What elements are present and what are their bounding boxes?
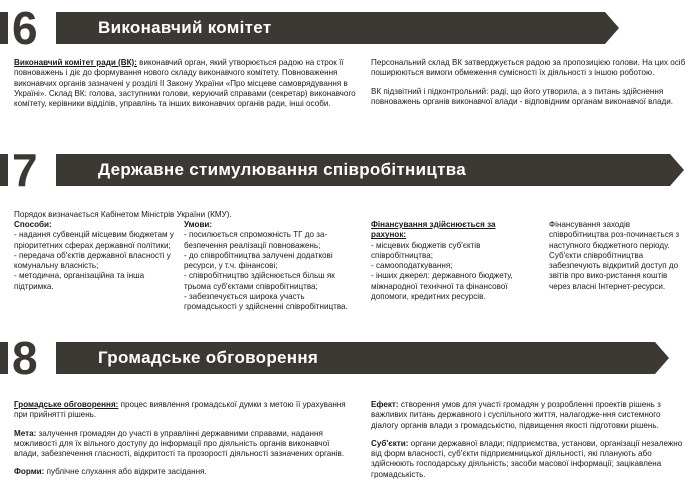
section-8-forms-text: публічне слухання або відкрите засідання. [44, 467, 207, 477]
section-8-left-column [14, 400, 354, 478]
section-8-goal-text: залучення громадян до участі в управлінні державними справами, надання можливості для їх вільного доступу до інформації про діяльність органів виконавчої влади, забезпечення гласності, відкритості та прозорості діяльності зазначених органів. [14, 428, 345, 459]
section-8-number: 8 [12, 332, 38, 384]
section-8-subjects-text: органи державної влади; підприємства, установи, організації незалежно від форм власності, суб'єкти підприємницької діяльності, які планують або здійснюють господарську діяльність; засоби масової інформації; зацікавлена громадськість. [371, 438, 683, 479]
section-8-forms-term: Форми: [14, 467, 45, 477]
section-7-methods-column [14, 220, 174, 292]
section-8-title: Громадське обговорення [98, 348, 319, 367]
list-item: - надання субвенцій місцевим бюджетам у пріоритетних сферах державної політики; [14, 230, 174, 250]
list-item: - місцевих бюджетів суб'єктів співробітництва; [371, 240, 481, 260]
section-7-conditions-column [184, 220, 352, 313]
section-7-number: 7 [12, 144, 38, 196]
list-item: - самооподаткування; [371, 261, 453, 271]
section-6-accountability: ВК підзвітний і підконтрольний: раді, що його утворила, а з питань здійснення повноважень органів виконавчої влади - відповідним органам виконавчої влади. [371, 86, 673, 106]
section-7-intro: Порядок визначається Кабінетом Міністрів України (КМУ). [14, 210, 232, 219]
list-item: - співробітництво здійснюється більш як трьома суб'єктами співробітництва; [184, 271, 335, 291]
list-item: - інших джерел: державного бюджету, міжнародної технічної та фінансової допомоги, кредитних ресурсів. [371, 271, 513, 302]
section-7-conditions-heading: Умови: [184, 220, 213, 229]
list-item: - забезпечується широка участь громадськості у здійсненні співробітництва. [184, 292, 348, 312]
list-item: - методична, організаційна та інша підтримка. [14, 271, 145, 291]
section-8-band-arrow [655, 342, 669, 374]
section-7-title: Державне стимулювання співробітництва [98, 160, 467, 179]
list-item: - передача об'єктів державної власності у комунальну власність; [14, 250, 171, 271]
section-6-number: 6 [12, 2, 38, 54]
section-8-subjects-term: Суб'єкти: [371, 438, 409, 448]
section-6-band [0, 12, 605, 44]
section-7-funding-column [371, 220, 531, 302]
section-7-methods-heading: Способи: [14, 220, 52, 229]
section-7-funding-timing: Фінансування заходів співробітництва роз-починається з наступного бюджетного періоду. Суб'єкти співробітництва забезпечують відкритий доступ до звітів про вико-ристання коштів через власні Інтернет-ресурси. [549, 220, 680, 291]
section-6-definition [14, 58, 360, 109]
section-6-title: Виконавчий комітет [98, 18, 272, 37]
section-6-right-column [371, 58, 689, 107]
section-6-composition: Персональний склад ВК затверджується радою за пропозицією голови. На цих осіб поширюються вимоги обмеження сумісності їх діяльності з іншою роботою. [371, 58, 686, 78]
section-8-right-column [371, 400, 689, 480]
section-8-goal-term: Мета: [14, 428, 37, 438]
section-8-effect-term: Ефект: [371, 400, 399, 409]
section-7-band-arrow [670, 154, 684, 186]
list-item: - до співробітництва залучені додаткові ресурси, у т.ч. фінансові; [184, 250, 333, 271]
section-6-definition-text: виконавчий орган, який утворюється радою на строк її повноважень і діє до формування нового складу виконавчого комітету. Повноваження виконавчих органів зазначені у розділі ІІ Закону України «Про місцеве самоврядування в Україні». Склад ВК: голова, заступники голови, керуючий справами (секретар) виконавчого комітету, керівники відділів, управлінь та інших виконавчих органів ради, інші особи. [14, 58, 356, 109]
section-6-band-arrow [605, 12, 619, 44]
list-item: - посилюється спроможність ТГ до за-безпечення реалізації повноважень; [184, 230, 328, 250]
section-8-effect-text: створення умов для участі громадян у розробленні проектів рішень з важливих питань державного і суспільного життя, налагодже-ння системного діалогу органів влади з громадськістю, підвищення якості підготовки рішень. [371, 400, 661, 430]
section-8-public-discussion-text: процес виявлення громадської думки з метою її урахування при прийнятті рішень. [14, 400, 346, 420]
section-6-left-column [14, 58, 360, 109]
section-8-public-discussion-term: Громадське обговорення: [14, 400, 119, 409]
section-6-term: Виконавчий комітет ради (ВК): [14, 58, 137, 67]
section-7-funding-heading: Фінансування здійснюється за рахунок: [371, 220, 496, 240]
